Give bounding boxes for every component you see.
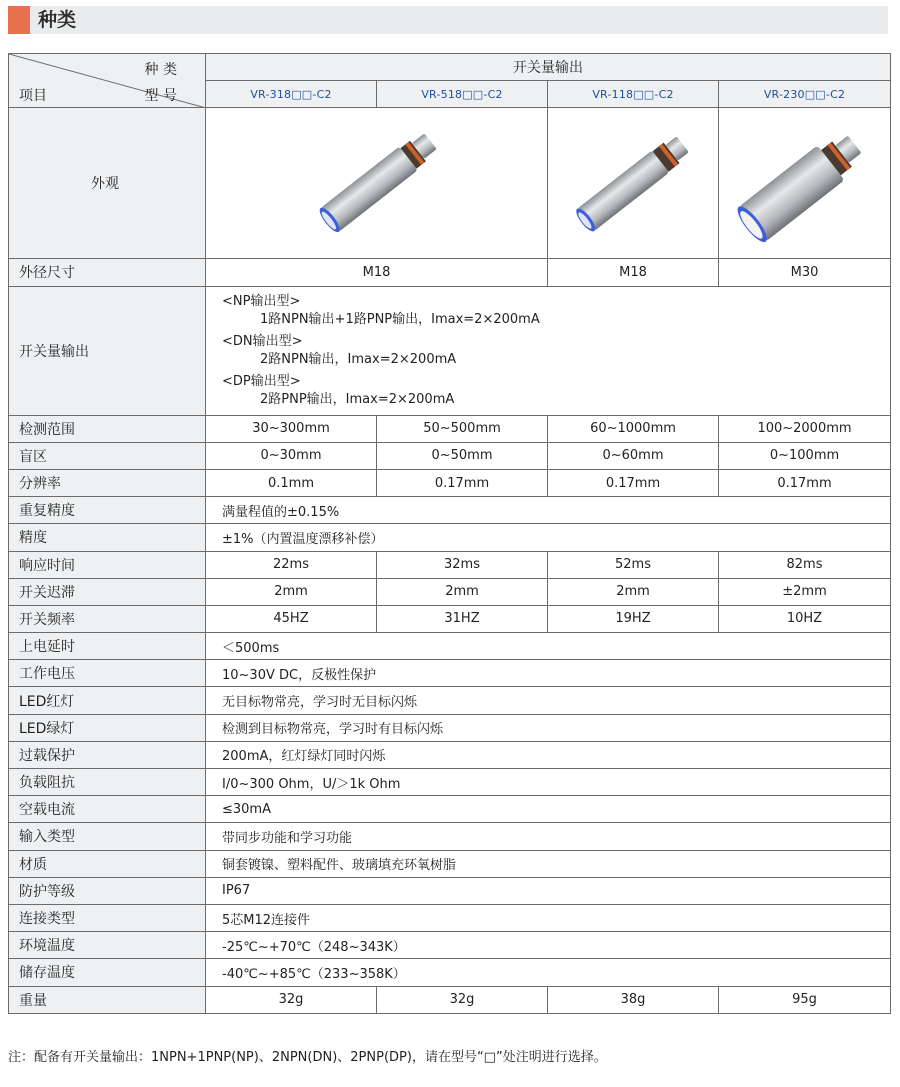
row-label: 防护等级: [9, 877, 206, 904]
output-type-name: <DN输出型>: [222, 333, 303, 349]
row-label: 分辨率: [9, 469, 206, 496]
appearance-image-cell: [206, 108, 548, 259]
spec-row: [9, 959, 891, 986]
appearance-image-cell: [719, 108, 891, 259]
row-value: M30: [719, 259, 891, 286]
row-value-span: 200mA，红灯绿灯同时闪烁: [206, 741, 891, 768]
row-label: 开关迟滞: [9, 578, 206, 605]
spec-row: [9, 769, 891, 796]
row-value: 82ms: [719, 551, 891, 578]
appearance-image-cell: [548, 108, 719, 259]
row-value-span: 无目标物常亮，学习时无目标闪烁: [206, 687, 891, 714]
sensor-vr-318-518-image: [277, 113, 477, 253]
row-value: 0~30mm: [206, 442, 377, 469]
spec-row: [9, 524, 891, 551]
row-value: ±2mm: [719, 578, 891, 605]
row-value: 2mm: [206, 578, 377, 605]
row-value: 52ms: [548, 551, 719, 578]
row-value-span: 检测到目标物常亮，学习时有目标闪烁: [206, 714, 891, 741]
row-value-span: ≤30mA: [206, 796, 891, 823]
row-label: LED红灯: [9, 687, 206, 714]
row-value: 30~300mm: [206, 415, 377, 442]
row-label: 外径尺寸: [9, 259, 206, 286]
row-value: 32g: [377, 986, 548, 1013]
row-label: 精度: [9, 524, 206, 551]
row-label: 工作电压: [9, 660, 206, 687]
row-value-span: ±1%（内置温度漂移补偿）: [206, 524, 891, 551]
row-value: 38g: [548, 986, 719, 1013]
row-value: 32ms: [377, 551, 548, 578]
output-type-desc: 2路PNP输出，Imax=2×200mA: [260, 391, 455, 407]
row-value: 0~50mm: [377, 442, 548, 469]
appearance-row: [9, 108, 891, 259]
row-value-span: 10~30V DC，反极性保护: [206, 660, 891, 687]
row-value: 0.1mm: [206, 469, 377, 496]
spec-row: [9, 796, 891, 823]
row-label: 上电延时: [9, 633, 206, 660]
kind-label: 种 类: [144, 62, 177, 78]
item-label: 项目: [19, 88, 47, 104]
model-name: VR-318□□-C2: [206, 81, 377, 108]
header-corner-cell: [9, 54, 206, 108]
spec-row: [9, 687, 891, 714]
row-label: 过载保护: [9, 741, 206, 768]
row-value-span: I/0~300 Ohm，U/＞1k Ohm: [206, 769, 891, 796]
spec-row: [9, 442, 891, 469]
row-value-span: -25℃~+70℃（248~343K）: [206, 932, 891, 959]
row-label: 负载阻抗: [9, 769, 206, 796]
size-row: [9, 259, 891, 286]
spec-row: [9, 633, 891, 660]
row-label: 环境温度: [9, 932, 206, 959]
model-name: VR-230□□-C2: [719, 81, 891, 108]
spec-table: [8, 53, 891, 1014]
sensor-vr-118-image: [548, 113, 718, 253]
spec-row: [9, 714, 891, 741]
row-value: 2mm: [548, 578, 719, 605]
row-value: 31HZ: [377, 605, 548, 632]
row-value: 22ms: [206, 551, 377, 578]
row-label: 输入类型: [9, 823, 206, 850]
row-value-span: 带同步功能和学习功能: [206, 823, 891, 850]
row-label: 重复精度: [9, 497, 206, 524]
section-title: 种类: [38, 9, 77, 31]
model-label: 型 号: [144, 88, 177, 104]
spec-row: [9, 932, 891, 959]
row-label: 响应时间: [9, 551, 206, 578]
row-value: 100~2000mm: [719, 415, 891, 442]
row-value: 60~1000mm: [548, 415, 719, 442]
spec-row: [9, 551, 891, 578]
spec-row: [9, 986, 891, 1013]
spec-row: [9, 850, 891, 877]
spec-row: [9, 415, 891, 442]
spec-row: [9, 660, 891, 687]
row-value-span: 铜套镀镍、塑料配件、玻璃填充环氧树脂: [206, 850, 891, 877]
row-label: 开关频率: [9, 605, 206, 632]
spec-row: [9, 904, 891, 931]
row-value-span: 5芯M12连接件: [206, 904, 891, 931]
section-accent: [8, 6, 30, 34]
spec-row: [9, 497, 891, 524]
row-value-span: -40℃~+85℃（233~358K）: [206, 959, 891, 986]
row-label: 材质: [9, 850, 206, 877]
output-type-name: <DP输出型>: [222, 373, 301, 389]
output-label: 开关量输出: [9, 286, 206, 415]
spec-row: [9, 469, 891, 496]
row-value: 95g: [719, 986, 891, 1013]
header-row-group: [9, 54, 891, 81]
row-value: 0.17mm: [377, 469, 548, 496]
row-value: M18: [206, 259, 548, 286]
output-type-desc: 1路NPN输出+1路PNP输出，Imax=2×200mA: [260, 311, 540, 327]
row-value: 2mm: [377, 578, 548, 605]
section-header: [8, 6, 888, 34]
row-value: 45HZ: [206, 605, 377, 632]
model-name: VR-518□□-C2: [377, 81, 548, 108]
row-value: 32g: [206, 986, 377, 1013]
row-value: 0~100mm: [719, 442, 891, 469]
row-value: 19HZ: [548, 605, 719, 632]
output-type-desc: 2路NPN输出，Imax=2×200mA: [260, 351, 457, 367]
row-label: 盲区: [9, 442, 206, 469]
output-types-cell: [206, 286, 891, 415]
row-value: 0.17mm: [719, 469, 891, 496]
row-value: M18: [548, 259, 719, 286]
model-name: VR-118□□-C2: [548, 81, 719, 108]
row-label: 空载电流: [9, 796, 206, 823]
row-value: 50~500mm: [377, 415, 548, 442]
spec-row: [9, 578, 891, 605]
row-label: 连接类型: [9, 904, 206, 931]
output-row: [9, 286, 891, 415]
row-label: LED绿灯: [9, 714, 206, 741]
row-label: 检测范围: [9, 415, 206, 442]
row-value-span: 满量程值的±0.15%: [206, 497, 891, 524]
spec-row: [9, 605, 891, 632]
row-label: 重量: [9, 986, 206, 1013]
row-value-span: IP67: [206, 877, 891, 904]
output-type-name: <NP输出型>: [222, 293, 301, 309]
spec-row: [9, 877, 891, 904]
group-title: 开关量输出: [206, 54, 891, 81]
row-value-span: ＜500ms: [206, 633, 891, 660]
row-value: 0.17mm: [548, 469, 719, 496]
sensor-vr-230-image: [720, 113, 890, 253]
spec-row: [9, 741, 891, 768]
spec-row: [9, 823, 891, 850]
row-value: 10HZ: [719, 605, 891, 632]
footnote: 注：配备有开关量输出：1NPN+1PNP(NP)、2NPN(DN)、2PNP(DP)，请在型号“□”处注明进行选择。: [8, 1050, 607, 1065]
row-value: 0~60mm: [548, 442, 719, 469]
appearance-label: 外观: [9, 108, 206, 259]
row-label: 储存温度: [9, 959, 206, 986]
